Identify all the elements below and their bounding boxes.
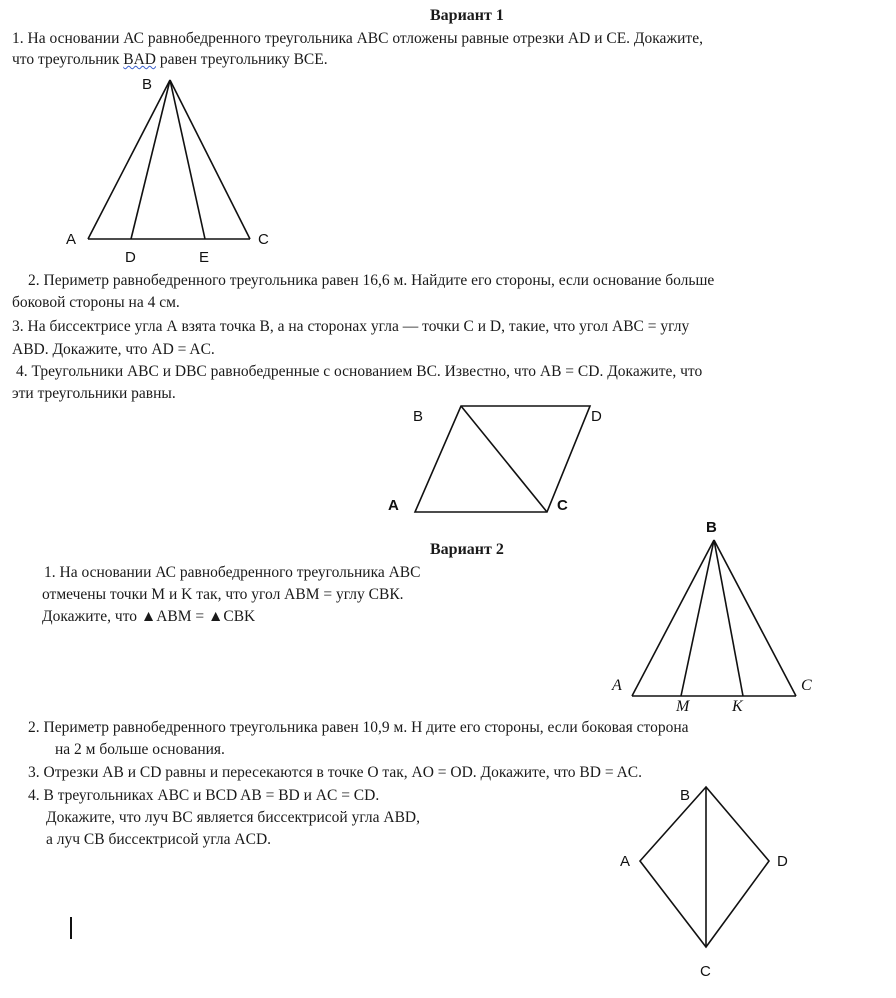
fig1-label-a: A xyxy=(66,231,77,248)
v2-problem2-line2: на 2 м больше основания. xyxy=(55,741,225,758)
fig1-side-bc xyxy=(170,80,250,239)
fig1-label-d: D xyxy=(125,249,136,266)
v2-problem4-line3: а луч CB биссектрисой угла ACD. xyxy=(46,831,272,848)
v2-problem2-line1: 2. Периметр равнобедренного треугольника равен 10,9 м. Н дите его стороны, если боковая сторона xyxy=(28,719,689,736)
v2-problem4-line2: Докажите, что луч BC является биссектрисой угла ABD, xyxy=(46,809,420,826)
figure1-triangle-bad-bce xyxy=(88,80,250,239)
fig1-label-e: E xyxy=(199,249,210,266)
fig2-label-c: C xyxy=(557,497,568,514)
fig1-side-ab xyxy=(88,80,170,239)
fig3-segment-bm xyxy=(681,540,714,696)
v2-problem4-line1: 4. В треугольниках ABC и BCD AB = BD и AC = CD. xyxy=(28,787,380,804)
fig1-segment-be xyxy=(170,80,205,239)
fig1-label-b: B xyxy=(142,76,153,93)
v1-problem2-line1: 2. Периметр равнобедренного треугольника равен 16,6 м. Найдите его стороны, если основание больше xyxy=(28,272,715,289)
fig4-outline xyxy=(640,787,769,947)
fig2-diagonal-bc xyxy=(461,406,547,512)
v1-problem4-line1: 4. Треугольники АВС и DBC равнобедренные с основанием BC. Известно, что AB = CD. Докажите, что xyxy=(16,363,703,380)
fig3-label-m: M xyxy=(676,698,690,715)
v1-problem1-line2-c: равен треугольнику ВСЕ. xyxy=(156,51,328,68)
fig3-label-c: C xyxy=(801,677,812,694)
fig3-segment-bk xyxy=(714,540,743,696)
fig2-label-a: A xyxy=(388,497,399,514)
fig1-segment-bd xyxy=(131,80,170,239)
fig3-label-b: B xyxy=(706,519,717,536)
v1-problem3-line1: 3. На биссектрисе угла А взята точка В, а на сторонах угла — точки С и D, такие, что угол ABC = углу xyxy=(12,318,690,335)
fig4-label-b: B xyxy=(680,787,691,804)
v1-problem1-line2-a: что треугольник xyxy=(12,51,124,68)
fig3-label-k: K xyxy=(732,698,743,715)
figure3-triangle-abm-cbk xyxy=(632,540,796,696)
v2-problem1-line1: 1. На основании АС равнобедренного треугольника АВС xyxy=(44,564,421,581)
fig2-label-d: D xyxy=(591,408,602,425)
variant1-title: Вариант 1 xyxy=(430,7,504,24)
fig1-label-c: C xyxy=(258,231,269,248)
v1-problem3-line2: ABD. Докажите, что AD = AC. xyxy=(12,341,215,358)
text-cursor xyxy=(70,917,72,939)
fig4-label-d: D xyxy=(777,853,788,870)
v1-problem1-line1: 1. На основании АС равнобедренного треугольника АВС отложены равные отрезки AD и CE. Докажите, xyxy=(12,30,703,47)
fig3-side-ab xyxy=(632,540,714,696)
variant2-title: Вариант 2 xyxy=(430,541,504,558)
fig2-label-b: B xyxy=(413,408,424,425)
fig3-side-bc xyxy=(714,540,796,696)
fig4-label-c: C xyxy=(700,963,711,980)
v1-problem1-bad: BAD xyxy=(123,51,156,68)
v2-problem1-line2: отмечены точки M и K так, что угол ABM = углу СВК. xyxy=(42,586,404,603)
v2-problem3: 3. Отрезки AB и CD равны и пересекаются в точке O так, AO = OD. Докажите, что BD = AC. xyxy=(28,764,643,781)
v1-problem4-line2: эти треугольники равны. xyxy=(12,385,176,402)
v1-problem2-line2: боковой стороны на 4 см. xyxy=(12,294,180,311)
v2-problem1-line3: Докажите, что ▲ABM = ▲CBK xyxy=(42,608,256,625)
fig3-label-a: A xyxy=(612,677,622,694)
figure4-kite xyxy=(640,787,769,947)
fig4-label-a: A xyxy=(620,853,631,870)
